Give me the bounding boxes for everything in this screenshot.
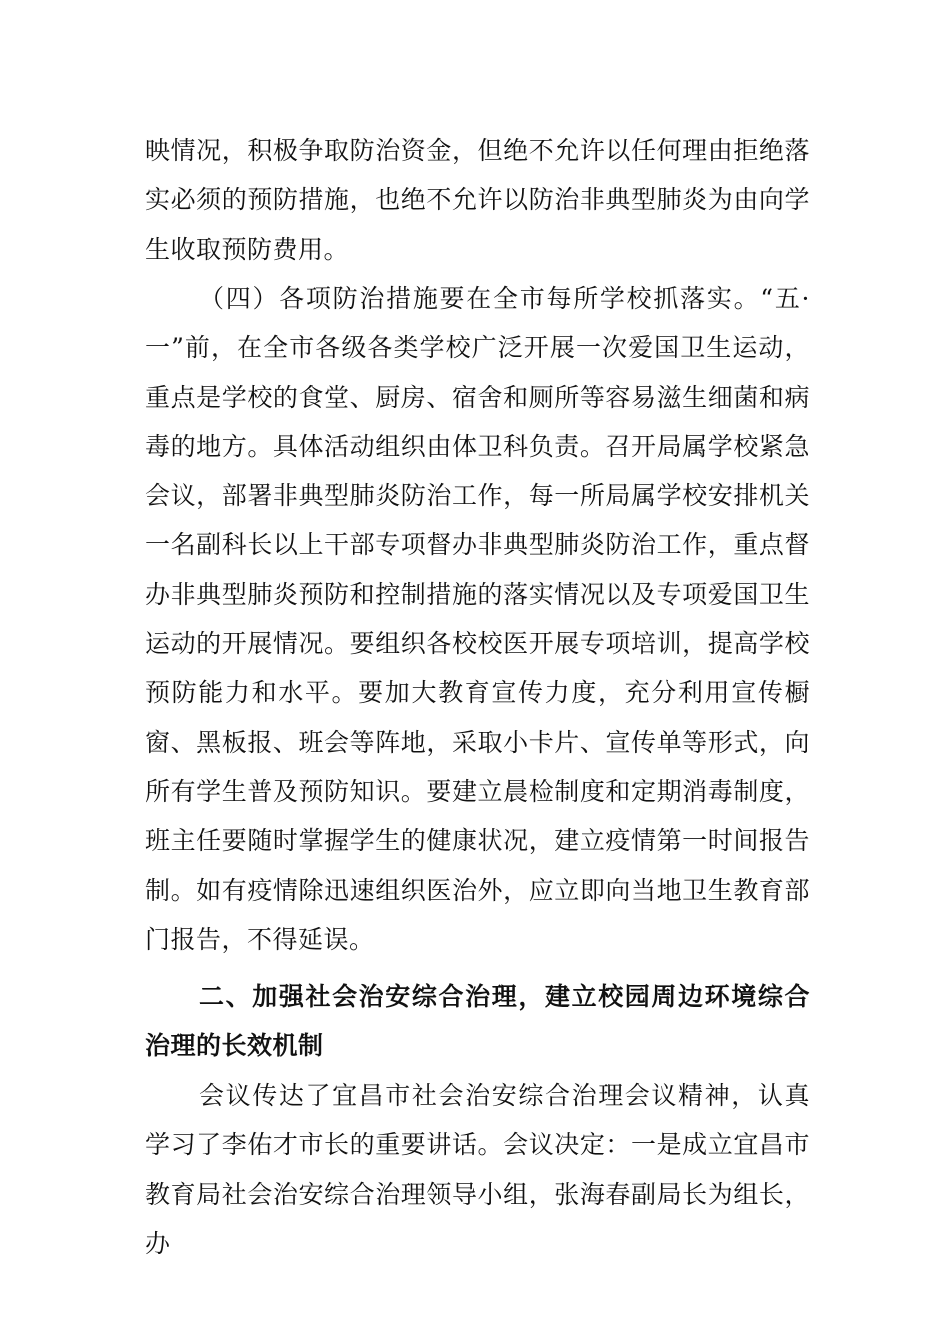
body-paragraph: 映情况，积极争取防治资金，但绝不允许以任何理由拒绝落实必须的预防措施，也绝不允许以防治非典型肺炎为由向学生收取预防费用。 xyxy=(145,136,810,264)
body-paragraph: 会议传达了宜昌市社会治安综合治理会议精神，认真学习了李佑才市长的重要讲话。会议决定：一是成立宜昌市教育局社会治安综合治理领导小组，张海春副局长为组长，办 xyxy=(145,1081,810,1258)
paragraph-3-block xyxy=(145,1071,810,1268)
paragraph-2-block xyxy=(145,274,810,964)
body-paragraph: （四）各项防治措施要在全市每所学校抓落实。“五·一”前，在全市各级各类学校广泛开展一次爱国卫生运动，重点是学校的食堂、厨房、宿舍和厕所等容易滋生细菌和病毒的地方。具体活动组织由体卫科负责。召开局属学校紧急会议，部署非典型肺炎防治工作，每一所局属学校安排机关一名副科长以上干部专项督办非典型肺炎防治工作，重点督办非典型肺炎预防和控制措施的落实情况以及专项爱国卫生运动的开展情况。要组织各校校医开展专项培训，提高学校预防能力和水平。要加大教育宣传力度，充分利用宣传橱窗、黑板报、班会等阵地，采取小卡片、宣传单等形式，向所有学生普及预防知识。要建立晨检制度和定期消毒制度，班主任要随时掌握学生的健康状况，建立疫情第一时间报告制。如有疫情除迅速组织医治外，应立即向当地卫生教育部门报告，不得延误。 xyxy=(145,284,810,954)
section-heading-block xyxy=(145,972,810,1071)
section-heading: 二、加强社会治安综合治理，建立校园周边环境综合治理的长效机制 xyxy=(145,982,810,1061)
paragraph-1-block xyxy=(145,126,810,274)
